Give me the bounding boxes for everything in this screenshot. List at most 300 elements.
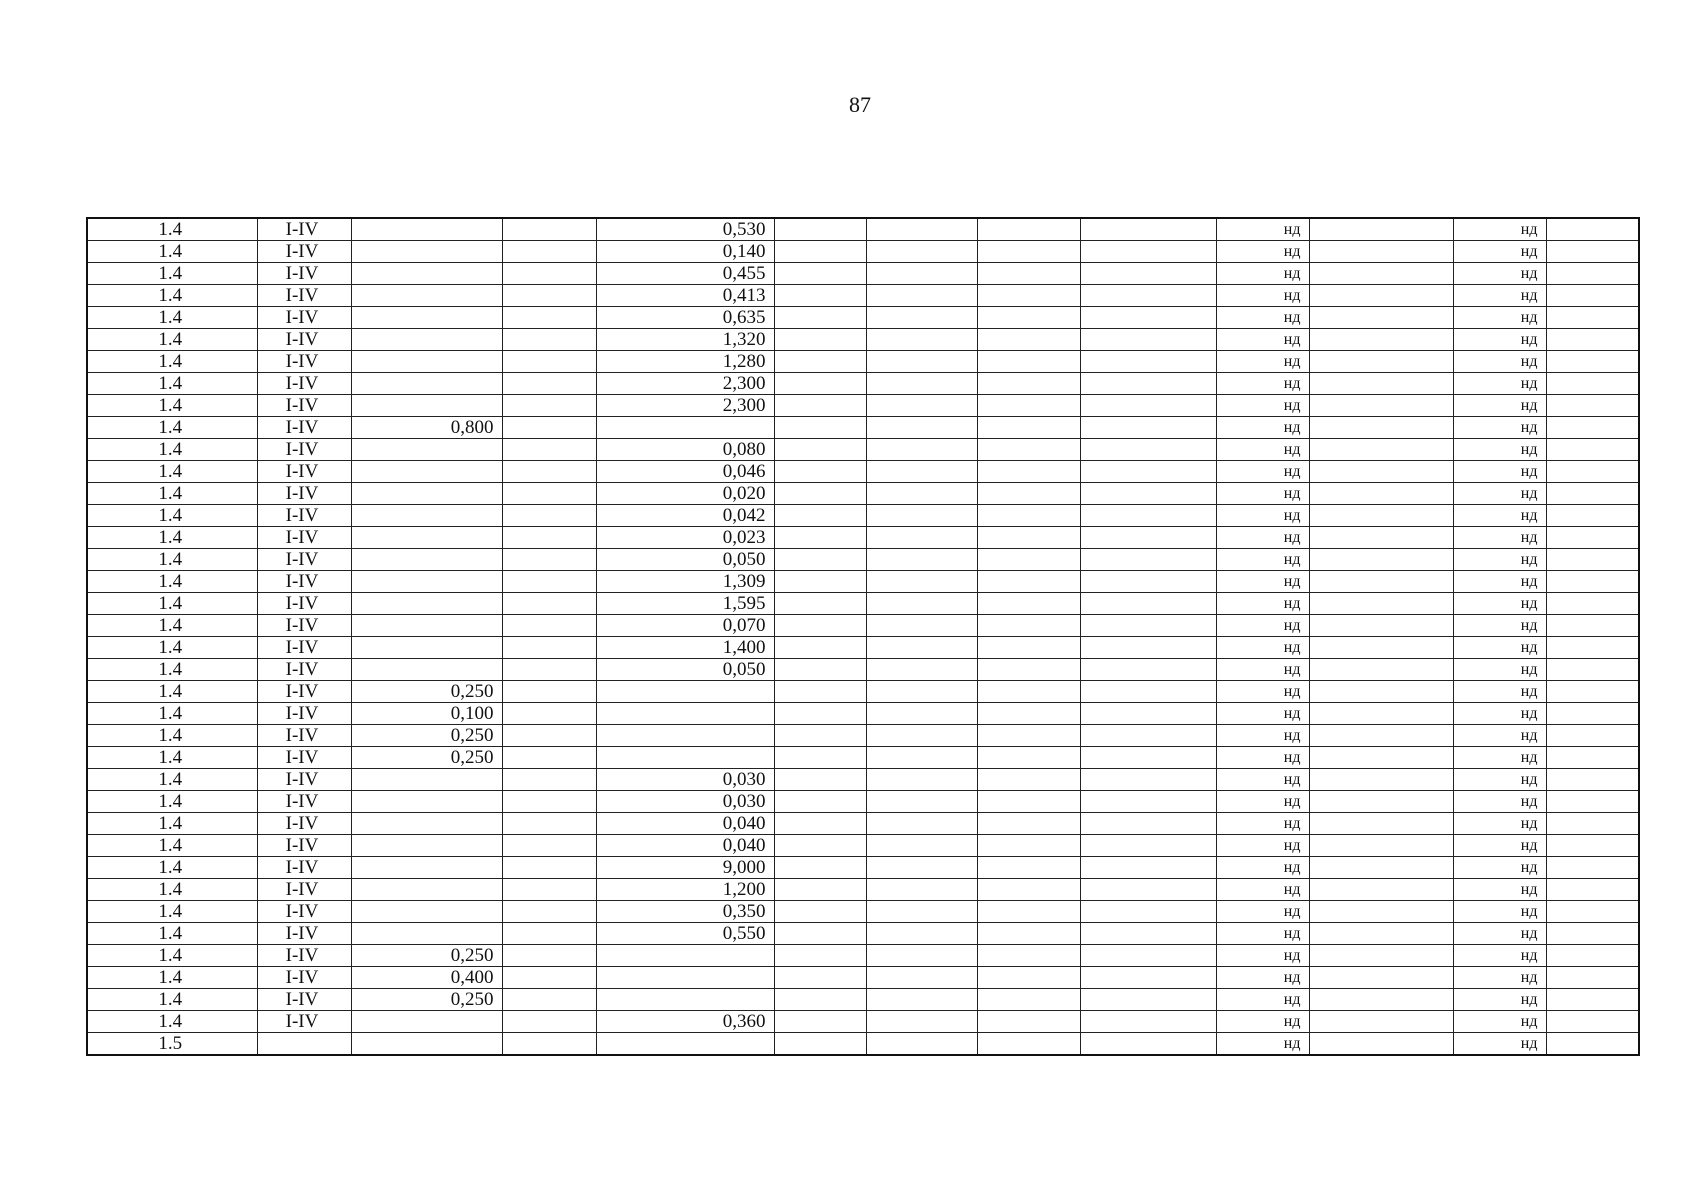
cell-category: I-IV [257, 218, 351, 241]
cell-value-a [351, 351, 502, 373]
cell-category: I-IV [257, 923, 351, 945]
cell-category: I-IV [257, 659, 351, 681]
cell-code: 1.4 [87, 439, 257, 461]
cell-category: I-IV [257, 747, 351, 769]
cell-empty [774, 747, 866, 769]
cell-empty [1309, 571, 1453, 593]
cell-empty [502, 659, 596, 681]
cell-empty [1546, 681, 1639, 703]
cell-empty [1309, 593, 1453, 615]
table-row [87, 329, 1639, 351]
cell-category: I-IV [257, 351, 351, 373]
table-row [87, 725, 1639, 747]
cell-nd: нд [1453, 593, 1546, 615]
cell-value-a [351, 527, 502, 549]
cell-empty [502, 879, 596, 901]
cell-empty [1309, 681, 1453, 703]
cell-value-a [351, 813, 502, 835]
cell-value-b [596, 681, 774, 703]
cell-empty [1309, 879, 1453, 901]
cell-value-b: 0,360 [596, 1011, 774, 1033]
cell-empty [1080, 351, 1216, 373]
cell-empty [502, 483, 596, 505]
table-row [87, 373, 1639, 395]
cell-value-b: 1,309 [596, 571, 774, 593]
cell-empty [866, 263, 977, 285]
table-row [87, 505, 1639, 527]
cell-empty [774, 285, 866, 307]
cell-empty [774, 967, 866, 989]
table-row [87, 637, 1639, 659]
cell-code: 1.4 [87, 307, 257, 329]
cell-empty [774, 483, 866, 505]
cell-nd: нд [1453, 285, 1546, 307]
cell-empty [866, 527, 977, 549]
cell-empty [502, 329, 596, 351]
cell-empty [1080, 373, 1216, 395]
cell-category: I-IV [257, 549, 351, 571]
cell-value-a [351, 835, 502, 857]
cell-value-a [351, 329, 502, 351]
table-row [87, 923, 1639, 945]
cell-empty [977, 263, 1080, 285]
cell-category: I-IV [257, 241, 351, 263]
cell-nd: нд [1216, 329, 1309, 351]
cell-category: I-IV [257, 945, 351, 967]
cell-empty [1080, 615, 1216, 637]
cell-empty [1080, 329, 1216, 351]
cell-empty [866, 1011, 977, 1033]
cell-nd: нд [1216, 769, 1309, 791]
cell-value-a: 0,400 [351, 967, 502, 989]
cell-empty [977, 1011, 1080, 1033]
cell-empty [1309, 725, 1453, 747]
cell-empty [1080, 439, 1216, 461]
cell-empty [866, 835, 977, 857]
cell-empty [866, 769, 977, 791]
cell-empty [1080, 703, 1216, 725]
cell-code: 1.4 [87, 461, 257, 483]
cell-value-b [596, 967, 774, 989]
cell-value-a [351, 901, 502, 923]
cell-empty [1546, 505, 1639, 527]
cell-empty [774, 681, 866, 703]
cell-empty [977, 989, 1080, 1011]
cell-empty [1309, 923, 1453, 945]
cell-empty [977, 285, 1080, 307]
cell-empty [774, 527, 866, 549]
cell-empty [774, 615, 866, 637]
cell-nd: нд [1216, 681, 1309, 703]
cell-empty [774, 439, 866, 461]
cell-empty [502, 945, 596, 967]
cell-value-b [596, 703, 774, 725]
cell-nd: нд [1216, 791, 1309, 813]
cell-code: 1.4 [87, 329, 257, 351]
cell-empty [774, 505, 866, 527]
cell-code: 1.4 [87, 967, 257, 989]
cell-empty [1080, 1033, 1216, 1056]
cell-empty [1309, 747, 1453, 769]
cell-nd: нд [1453, 747, 1546, 769]
cell-value-b: 0,455 [596, 263, 774, 285]
cell-category: I-IV [257, 417, 351, 439]
cell-empty [1080, 527, 1216, 549]
cell-empty [977, 351, 1080, 373]
cell-empty [774, 373, 866, 395]
cell-empty [866, 967, 977, 989]
table-row [87, 615, 1639, 637]
cell-nd: нд [1453, 879, 1546, 901]
cell-empty [977, 307, 1080, 329]
cell-nd: нд [1216, 989, 1309, 1011]
cell-empty [866, 593, 977, 615]
cell-empty [1080, 417, 1216, 439]
cell-empty [866, 813, 977, 835]
cell-category: I-IV [257, 263, 351, 285]
cell-nd: нд [1216, 417, 1309, 439]
cell-empty [502, 439, 596, 461]
cell-empty [774, 945, 866, 967]
cell-nd: нд [1216, 395, 1309, 417]
cell-empty [1309, 615, 1453, 637]
cell-empty [774, 879, 866, 901]
cell-empty [774, 1011, 866, 1033]
cell-empty [1546, 923, 1639, 945]
cell-empty [866, 901, 977, 923]
cell-empty [1080, 505, 1216, 527]
cell-nd: нд [1453, 901, 1546, 923]
cell-empty [977, 571, 1080, 593]
cell-code: 1.4 [87, 571, 257, 593]
cell-empty [502, 461, 596, 483]
cell-empty [977, 857, 1080, 879]
table-row [87, 901, 1639, 923]
cell-empty [502, 1033, 596, 1056]
cell-empty [977, 769, 1080, 791]
cell-value-b: 0,040 [596, 813, 774, 835]
cell-empty [774, 989, 866, 1011]
cell-empty [1546, 329, 1639, 351]
cell-category: I-IV [257, 461, 351, 483]
cell-empty [977, 218, 1080, 241]
cell-empty [977, 527, 1080, 549]
cell-empty [1080, 307, 1216, 329]
cell-empty [1546, 1011, 1639, 1033]
cell-nd: нд [1216, 1011, 1309, 1033]
cell-nd: нд [1216, 351, 1309, 373]
cell-empty [977, 549, 1080, 571]
cell-nd: нд [1453, 725, 1546, 747]
cell-empty [1546, 285, 1639, 307]
cell-empty [866, 417, 977, 439]
cell-nd: нд [1453, 1033, 1546, 1056]
cell-empty [1080, 659, 1216, 681]
cell-nd: нд [1216, 857, 1309, 879]
cell-empty [502, 835, 596, 857]
cell-category: I-IV [257, 637, 351, 659]
cell-empty [1080, 813, 1216, 835]
cell-empty [1546, 747, 1639, 769]
cell-value-a [351, 879, 502, 901]
cell-empty [1309, 769, 1453, 791]
cell-nd: нд [1453, 835, 1546, 857]
cell-nd: нд [1453, 923, 1546, 945]
cell-empty [1546, 901, 1639, 923]
cell-empty [1080, 461, 1216, 483]
cell-empty [1309, 637, 1453, 659]
cell-empty [1309, 417, 1453, 439]
cell-empty [1080, 571, 1216, 593]
cell-value-b: 0,050 [596, 659, 774, 681]
cell-nd: нд [1216, 901, 1309, 923]
cell-empty [502, 241, 596, 263]
cell-empty [774, 835, 866, 857]
cell-empty [977, 813, 1080, 835]
cell-empty [502, 285, 596, 307]
cell-empty [1309, 1033, 1453, 1056]
cell-empty [866, 923, 977, 945]
cell-nd: нд [1216, 659, 1309, 681]
cell-empty [977, 461, 1080, 483]
cell-empty [1080, 263, 1216, 285]
cell-empty [1309, 241, 1453, 263]
cell-nd: нд [1216, 593, 1309, 615]
cell-value-b: 0,023 [596, 527, 774, 549]
cell-nd: нд [1453, 1011, 1546, 1033]
table-row [87, 989, 1639, 1011]
cell-empty [1546, 703, 1639, 725]
cell-nd: нд [1453, 351, 1546, 373]
cell-empty [866, 461, 977, 483]
cell-value-a [351, 769, 502, 791]
cell-empty [502, 307, 596, 329]
table-row [87, 285, 1639, 307]
cell-nd: нд [1453, 703, 1546, 725]
cell-empty [502, 351, 596, 373]
cell-empty [774, 571, 866, 593]
cell-empty [977, 725, 1080, 747]
table-row [87, 439, 1639, 461]
cell-nd: нд [1216, 615, 1309, 637]
cell-value-b [596, 989, 774, 1011]
cell-category: I-IV [257, 967, 351, 989]
cell-value-a [351, 571, 502, 593]
cell-empty [1546, 967, 1639, 989]
cell-empty [774, 901, 866, 923]
cell-empty [866, 571, 977, 593]
cell-empty [866, 857, 977, 879]
cell-empty [502, 505, 596, 527]
cell-empty [977, 681, 1080, 703]
cell-empty [502, 901, 596, 923]
cell-nd: нд [1216, 571, 1309, 593]
cell-empty [1546, 439, 1639, 461]
cell-value-b: 0,413 [596, 285, 774, 307]
cell-empty [774, 637, 866, 659]
cell-empty [866, 615, 977, 637]
cell-nd: нд [1216, 373, 1309, 395]
cell-value-b: 0,020 [596, 483, 774, 505]
cell-category: I-IV [257, 857, 351, 879]
cell-category: I-IV [257, 395, 351, 417]
table-row [87, 791, 1639, 813]
cell-empty [502, 593, 596, 615]
cell-empty [774, 549, 866, 571]
cell-empty [866, 945, 977, 967]
table-row [87, 483, 1639, 505]
cell-empty [866, 505, 977, 527]
cell-empty [1546, 461, 1639, 483]
cell-empty [774, 813, 866, 835]
table-row [87, 747, 1639, 769]
cell-empty [1546, 615, 1639, 637]
cell-empty [1080, 989, 1216, 1011]
cell-code: 1.4 [87, 989, 257, 1011]
page-number: 87 [849, 92, 871, 117]
cell-empty [1309, 307, 1453, 329]
table-row [87, 571, 1639, 593]
cell-empty [1546, 395, 1639, 417]
cell-nd: нд [1453, 241, 1546, 263]
cell-value-b: 0,350 [596, 901, 774, 923]
cell-code: 1.4 [87, 373, 257, 395]
cell-empty [1309, 945, 1453, 967]
cell-nd: нд [1453, 329, 1546, 351]
cell-nd: нд [1453, 505, 1546, 527]
cell-empty [866, 1033, 977, 1056]
cell-empty [1080, 901, 1216, 923]
cell-category: I-IV [257, 439, 351, 461]
cell-nd: нд [1216, 923, 1309, 945]
cell-nd: нд [1453, 989, 1546, 1011]
cell-empty [1309, 263, 1453, 285]
cell-empty [1309, 218, 1453, 241]
cell-value-a [351, 659, 502, 681]
cell-value-a [351, 439, 502, 461]
cell-empty [1546, 989, 1639, 1011]
cell-nd: нд [1216, 439, 1309, 461]
cell-empty [1309, 1011, 1453, 1033]
cell-empty [1080, 483, 1216, 505]
cell-category: I-IV [257, 527, 351, 549]
cell-nd: нд [1453, 263, 1546, 285]
cell-code: 1.4 [87, 527, 257, 549]
cell-empty [774, 351, 866, 373]
cell-empty [1546, 351, 1639, 373]
cell-empty [866, 329, 977, 351]
cell-value-b [596, 725, 774, 747]
cell-nd: нд [1453, 483, 1546, 505]
table-row [87, 835, 1639, 857]
cell-value-b [596, 945, 774, 967]
cell-empty [502, 989, 596, 1011]
cell-empty [866, 703, 977, 725]
cell-nd: нд [1216, 483, 1309, 505]
cell-empty [1309, 483, 1453, 505]
cell-value-a: 0,800 [351, 417, 502, 439]
cell-empty [1309, 659, 1453, 681]
cell-empty [1546, 527, 1639, 549]
cell-value-a: 0,250 [351, 747, 502, 769]
cell-empty [866, 395, 977, 417]
cell-code: 1.4 [87, 1011, 257, 1033]
cell-code: 1.4 [87, 769, 257, 791]
cell-nd: нд [1453, 681, 1546, 703]
cell-category: I-IV [257, 901, 351, 923]
cell-category: I-IV [257, 307, 351, 329]
cell-nd: нд [1453, 527, 1546, 549]
cell-empty [977, 593, 1080, 615]
cell-category: I-IV [257, 989, 351, 1011]
table-row [87, 659, 1639, 681]
cell-value-a [351, 857, 502, 879]
cell-empty [977, 373, 1080, 395]
cell-empty [1080, 395, 1216, 417]
cell-code: 1.4 [87, 241, 257, 263]
cell-value-b: 0,530 [596, 218, 774, 241]
cell-nd: нд [1216, 263, 1309, 285]
cell-empty [1546, 813, 1639, 835]
cell-empty [774, 769, 866, 791]
cell-nd: нд [1453, 813, 1546, 835]
cell-empty [866, 218, 977, 241]
cell-empty [977, 901, 1080, 923]
cell-value-a: 0,250 [351, 945, 502, 967]
cell-nd: нд [1453, 461, 1546, 483]
cell-nd: нд [1453, 417, 1546, 439]
cell-empty [1546, 593, 1639, 615]
cell-empty [502, 747, 596, 769]
cell-value-b: 0,550 [596, 923, 774, 945]
cell-empty [774, 857, 866, 879]
table-row [87, 351, 1639, 373]
cell-empty [502, 218, 596, 241]
cell-empty [1309, 703, 1453, 725]
cell-nd: нд [1216, 218, 1309, 241]
cell-value-b: 2,300 [596, 373, 774, 395]
cell-empty [1546, 725, 1639, 747]
cell-empty [1309, 505, 1453, 527]
cell-empty [502, 813, 596, 835]
table-row [87, 395, 1639, 417]
cell-empty [1309, 351, 1453, 373]
cell-value-a [351, 615, 502, 637]
cell-code: 1.4 [87, 945, 257, 967]
cell-empty [1546, 549, 1639, 571]
cell-nd: нд [1453, 218, 1546, 241]
cell-empty [977, 747, 1080, 769]
cell-code: 1.4 [87, 483, 257, 505]
cell-empty [866, 681, 977, 703]
cell-empty [1080, 725, 1216, 747]
cell-empty [1080, 285, 1216, 307]
table-row [87, 549, 1639, 571]
cell-value-a: 0,250 [351, 725, 502, 747]
cell-empty [1546, 263, 1639, 285]
cell-empty [502, 923, 596, 945]
cell-empty [977, 1033, 1080, 1056]
table-row [87, 527, 1639, 549]
cell-empty [502, 395, 596, 417]
cell-category: I-IV [257, 593, 351, 615]
cell-code: 1.4 [87, 725, 257, 747]
cell-nd: нд [1216, 549, 1309, 571]
table-row [87, 593, 1639, 615]
cell-value-b: 2,300 [596, 395, 774, 417]
cell-category: I-IV [257, 505, 351, 527]
cell-empty [502, 1011, 596, 1033]
